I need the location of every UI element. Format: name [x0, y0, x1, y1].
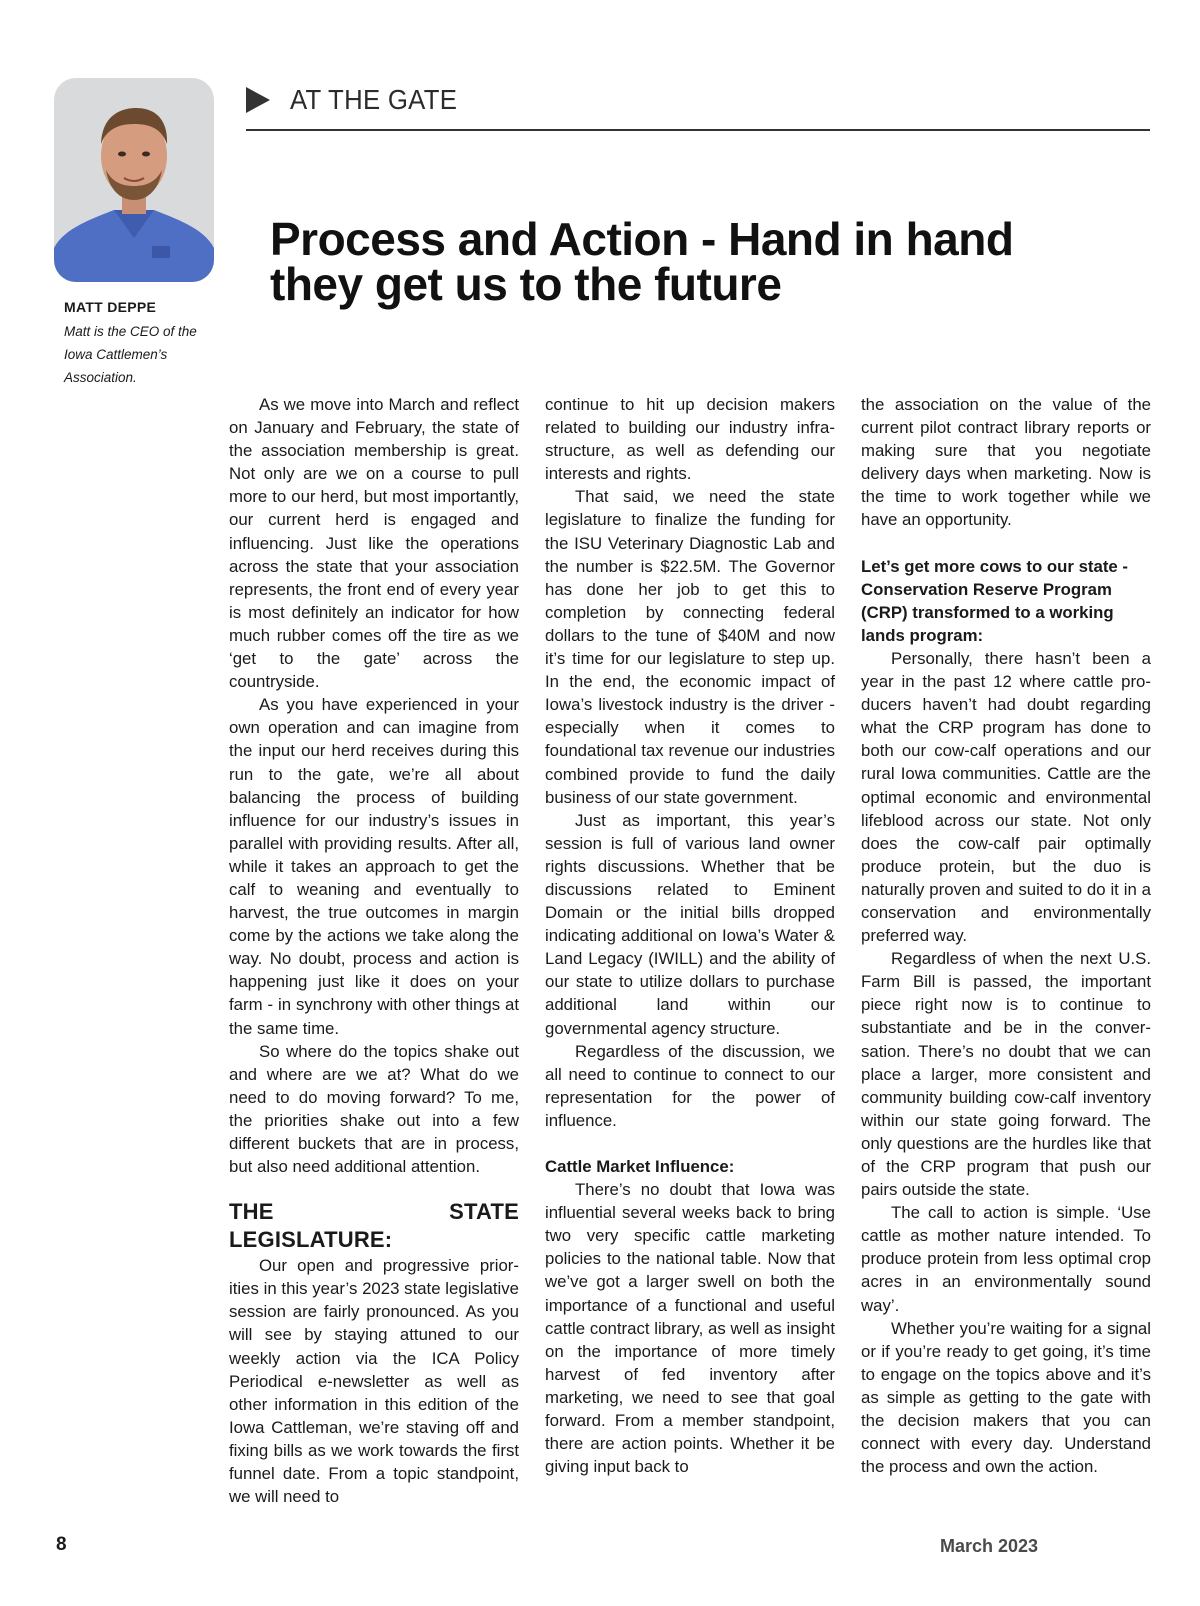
author-photo — [54, 78, 214, 282]
article-paragraph: the association on the value of the current pilot contract library reports or making sure that you negotiate delivery days when marketing. Now is the time to work together while we have an opportunity. — [861, 395, 1151, 530]
article-headline: Process and Action - Hand in hand they get us to the future — [270, 213, 1014, 310]
article-column-2 — [545, 393, 835, 1478]
section-header — [246, 84, 472, 116]
section-subheading: THE STATE LEGISLATURE: — [229, 1199, 519, 1253]
article-subheading: Cattle Market Influence: — [545, 1157, 735, 1176]
article-paragraph: Our open and progressive priorities in this year’s 2023 state legislative session are fairly pronounced. As you will see by staying attuned to our weekly action via the ICA Policy Periodical e-newsletter as well as other information in this edition of the Iowa Cattleman, we’re staving off and fixing bills as we work towards the first funnel date. From a topic standpoint, we will need to — [229, 1256, 519, 1507]
author-name: MATT DEPPE — [64, 299, 157, 315]
article-paragraph: continue to hit up decision makers related to building our industry infrastructure, as well as defending our interests and rights. — [545, 395, 835, 484]
author-bio: Matt is the CEO of the Iowa Cattlemen’s Association. — [64, 324, 197, 385]
article-paragraph: Regardless of the discussion, we all need to continue to connect to our representation for the power of influence. — [545, 1041, 835, 1130]
section-divider — [246, 129, 1150, 131]
author-portrait-image — [54, 78, 214, 282]
article-column-3 — [861, 393, 1151, 1478]
article-subheading: Let’s get more cows to our state - Conservation Reserve Program (CRP) transformed to a working lands program: — [861, 556, 1128, 645]
page-number: 8 — [56, 1534, 67, 1555]
play-triangle-icon — [246, 87, 270, 113]
article-paragraph: The call to action is simple. ‘Use cattle as mother nature intended. To produce protein from less optimal crop acres in an environmentally sound way’. — [861, 1203, 1151, 1315]
issue-date: March 2023 — [940, 1536, 1039, 1556]
section-label: AT THE GATE — [290, 84, 458, 115]
article-paragraph: That said, we need the state legislature to finalize the funding for the ISU Veterinary Diagnostic Lab and the number is $22.5M. The Governor has done her job to get this to completion by connecting federal dollars to the tune of $40M and now it’s time for our legislature to step up. In the end, the economic impact of Iowa’s livestock industry is the driver - especially when it comes to foundational tax revenue our industries combined provide to fund the daily business of our state government. — [545, 487, 835, 807]
article-paragraph: Just as important, this year’s session is full of various land owner rights discussions. Whether that be discussions related to Eminent Domain or the initial bills dropped indicating additional on Iowa’s Water & Land Legacy (IWILL) and the ability of our state to utilize dollars to purchase additional land within our governmental agency structure. — [545, 810, 835, 1038]
article-paragraph: Whether you’re waiting for a signal or if you’re ready to get going, it’s time to engage on the topics above and it’s as simple as getting to the gate with the decision makers that you can connect with every day. Understand the process and own the action. — [861, 1318, 1151, 1477]
article-paragraph: There’s no doubt that Iowa was influential several weeks back to bring two very specific cattle marketing policies to the national table. Now that we’ve got a larger swell on both the importance of a functional and useful cattle contract library, as well as insight on the importance of more timely harvest of fed inventory after marketing, we need to see that goal forward. From a member standpoint, there are action points. Whether it be giving input back to — [545, 1180, 835, 1477]
article-paragraph: Personally, there hasn’t been a year in the past 12 where cattle producers haven’t had doubt regarding what the CRP program has done to both our cow-calf operations and our rural Iowa communities. Cattle are the optimal economic and environmental lifeblood across our state. Not only does the cow-calf pair optimally produce protein, but the duo is naturally proven and suited to do it in a conservation and environmentally preferred way. — [861, 648, 1151, 946]
article-paragraph: Regardless of when the next U.S. Farm Bill is passed, the important piece right now is to continue to substantiate and be in the conversation. There’s no doubt that we can place a larger, more consistent and community building cow-calf inventory within our state going forward. The only questions are the hurdles like that of the CRP program that push our pairs outside the state. — [861, 949, 1151, 1200]
article-paragraph: So where do the topics shake out and where are we at? What do we need to do moving forward? To me, the priorities shake out into a few different buckets that are in process, but also need additional attention. — [229, 1041, 519, 1177]
article-paragraph: As you have experienced in your own operation and can imagine from the input our herd receives during this run to the gate, we’re all about balancing the process of building influence for our industry’s issues in parallel with providing results. After all, while it takes an approach to get the calf to weaning and eventually to harvest, the true outcomes in margin come by the actions we take along the way. No doubt, process and action is happening just like it does on your farm - in synchrony with other things at the same time. — [229, 695, 519, 1038]
article-column-1 — [229, 393, 519, 1508]
article-paragraph: As we move into March and reflect on January and February, the state of the association membership is great. Not only are we on a course to pull more to our herd, but most importantly, our current herd is engaged and influencing. Just like the operations across the state that your association represents, the front end of every year is most definitely an indicator for how much rubber comes off the tire as we ‘get to the gate’ across the countryside. — [229, 395, 519, 692]
